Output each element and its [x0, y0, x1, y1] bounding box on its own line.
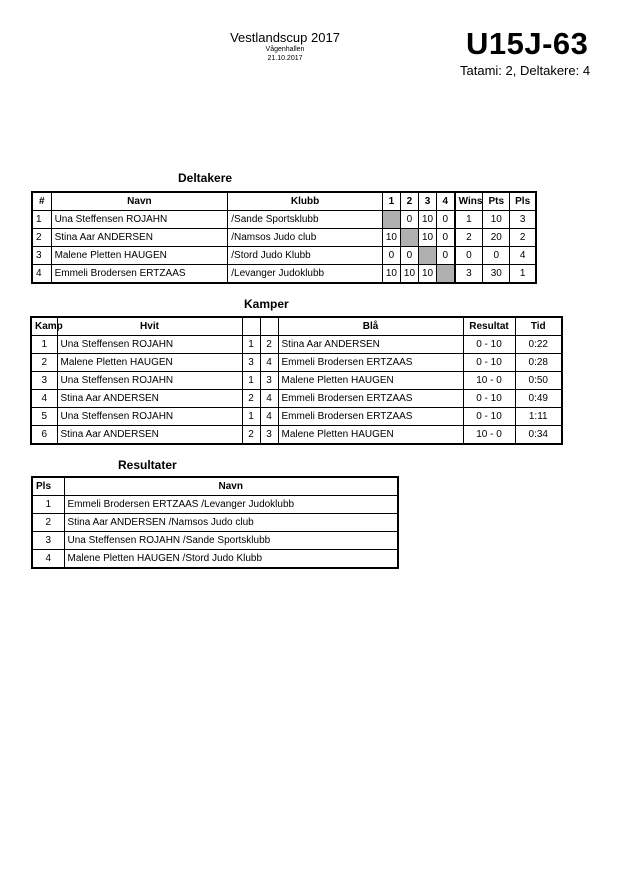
white-fighter: Stina Aar ANDERSEN [57, 390, 242, 408]
blue-fighter: Emmeli Brodersen ERTZAAS [278, 408, 463, 426]
blue-number: 4 [260, 354, 278, 372]
col-header [260, 317, 278, 336]
wins-cell: 1 [455, 211, 483, 229]
event-venue: Vågenhallen [265, 46, 305, 53]
match-time: 0:50 [515, 372, 562, 390]
points-cell: 10 [483, 211, 510, 229]
match-time: 1:11 [515, 408, 562, 426]
points-cell: 20 [483, 229, 510, 247]
blue-number: 3 [260, 426, 278, 445]
score-cell [418, 247, 436, 265]
match-result: 10 - 0 [463, 426, 515, 445]
table-row [32, 211, 536, 229]
match-time: 0:22 [515, 336, 562, 354]
blue-fighter: Malene Pletten HAUGEN [278, 372, 463, 390]
match-number: 1 [31, 336, 57, 354]
col-header: Klubb [228, 192, 383, 211]
score-cell: 10 [400, 265, 418, 284]
participant-club: /Namsos Judo club [228, 229, 383, 247]
col-header: Navn [64, 477, 398, 496]
deltakere-title: Deltakere [178, 171, 233, 185]
participant-name: Emmeli Brodersen ERTZAAS [51, 265, 228, 284]
col-header: Hvit [57, 317, 242, 336]
blue-number: 3 [260, 372, 278, 390]
white-fighter: Una Steffensen ROJAHN [57, 372, 242, 390]
match-time: 0:28 [515, 354, 562, 372]
col-header: Navn [51, 192, 228, 211]
score-cell: 0 [382, 247, 400, 265]
blue-fighter: Malene Pletten HAUGEN [278, 426, 463, 445]
col-header: Kamp [31, 317, 57, 336]
participant-number: 1 [32, 211, 51, 229]
resultater-table [31, 476, 399, 569]
col-header: 1 [382, 192, 400, 211]
score-cell: 10 [418, 265, 436, 284]
participant-number: 4 [32, 265, 51, 284]
white-number: 3 [242, 354, 260, 372]
score-cell [437, 265, 455, 284]
participant-name: Una Steffensen ROJAHN [51, 211, 228, 229]
placement-cell: 1 [510, 265, 536, 284]
event-date: 21.10.2017 [267, 55, 303, 62]
table-row [32, 532, 398, 550]
white-number: 1 [242, 336, 260, 354]
match-number: 4 [31, 390, 57, 408]
col-header [242, 317, 260, 336]
wins-cell: 0 [455, 247, 483, 265]
blue-number: 4 [260, 408, 278, 426]
score-cell [382, 211, 400, 229]
final-placement: 2 [32, 514, 64, 532]
blue-fighter: Stina Aar ANDERSEN [278, 336, 463, 354]
participant-club: /Stord Judo Klubb [228, 247, 383, 265]
match-result: 0 - 10 [463, 354, 515, 372]
table-row [32, 265, 536, 284]
event-title: Vestlandscup 2017 [230, 30, 340, 45]
col-header: Blå [278, 317, 463, 336]
participant-club: /Sande Sportsklubb [228, 211, 383, 229]
placement-cell: 2 [510, 229, 536, 247]
col-header: Pts [483, 192, 510, 211]
col-header: Pls [32, 477, 64, 496]
score-cell: 10 [418, 211, 436, 229]
table-row [31, 372, 562, 390]
blue-number: 4 [260, 390, 278, 408]
table-row [31, 426, 562, 445]
final-placement: 1 [32, 496, 64, 514]
match-number: 2 [31, 354, 57, 372]
final-placement: 3 [32, 532, 64, 550]
white-number: 2 [242, 426, 260, 445]
kamper-table [30, 316, 563, 445]
table-row [32, 550, 398, 569]
resultater-header-row [32, 477, 398, 496]
white-number: 2 [242, 390, 260, 408]
blue-fighter: Emmeli Brodersen ERTZAAS [278, 354, 463, 372]
kamper-title: Kamper [244, 297, 289, 311]
white-number: 1 [242, 372, 260, 390]
white-fighter: Una Steffensen ROJAHN [57, 336, 242, 354]
table-row [31, 390, 562, 408]
deltakere-table [31, 191, 537, 284]
table-row [32, 514, 398, 532]
resultater-title: Resultater [118, 458, 177, 472]
white-fighter: Malene Pletten HAUGEN [57, 354, 242, 372]
table-row [32, 247, 536, 265]
table-row [31, 336, 562, 354]
blue-number: 2 [260, 336, 278, 354]
score-cell: 10 [382, 229, 400, 247]
score-cell: 0 [437, 247, 455, 265]
points-cell: 30 [483, 265, 510, 284]
participant-name: Stina Aar ANDERSEN [51, 229, 228, 247]
score-cell: 10 [418, 229, 436, 247]
col-header: Tid [515, 317, 562, 336]
match-number: 6 [31, 426, 57, 445]
col-header: Resultat [463, 317, 515, 336]
col-header: Pls [510, 192, 536, 211]
blue-fighter: Emmeli Brodersen ERTZAAS [278, 390, 463, 408]
deltakere-header-row [32, 192, 536, 211]
participant-number: 2 [32, 229, 51, 247]
participant-number: 3 [32, 247, 51, 265]
final-placement: 4 [32, 550, 64, 569]
table-row [32, 229, 536, 247]
white-fighter: Stina Aar ANDERSEN [57, 426, 242, 445]
score-cell [400, 229, 418, 247]
match-time: 0:34 [515, 426, 562, 445]
col-header: 2 [400, 192, 418, 211]
placement-cell: 3 [510, 211, 536, 229]
match-result: 0 - 10 [463, 390, 515, 408]
table-row [31, 408, 562, 426]
table-row [31, 354, 562, 372]
category-title: U15J-63 [466, 26, 589, 61]
match-result: 0 - 10 [463, 408, 515, 426]
score-cell: 0 [400, 211, 418, 229]
match-number: 3 [31, 372, 57, 390]
final-name: Stina Aar ANDERSEN /Namsos Judo club [64, 514, 398, 532]
placement-cell: 4 [510, 247, 536, 265]
participant-club: /Levanger Judoklubb [228, 265, 383, 284]
match-time: 0:49 [515, 390, 562, 408]
wins-cell: 2 [455, 229, 483, 247]
match-result: 0 - 10 [463, 336, 515, 354]
col-header: Wins [455, 192, 483, 211]
score-cell: 0 [400, 247, 418, 265]
col-header: 3 [418, 192, 436, 211]
final-name: Emmeli Brodersen ERTZAAS /Levanger Judoklubb [64, 496, 398, 514]
col-header: 4 [437, 192, 455, 211]
score-cell: 0 [437, 211, 455, 229]
final-name: Malene Pletten HAUGEN /Stord Judo Klubb [64, 550, 398, 569]
col-header: # [32, 192, 51, 211]
points-cell: 0 [483, 247, 510, 265]
score-cell: 10 [382, 265, 400, 284]
match-result: 10 - 0 [463, 372, 515, 390]
final-name: Una Steffensen ROJAHN /Sande Sportsklubb [64, 532, 398, 550]
table-row [32, 496, 398, 514]
match-number: 5 [31, 408, 57, 426]
participant-name: Malene Pletten HAUGEN [51, 247, 228, 265]
kamper-header-row [31, 317, 562, 336]
tatami-info: Tatami: 2, Deltakere: 4 [460, 63, 591, 78]
score-cell: 0 [437, 229, 455, 247]
white-number: 1 [242, 408, 260, 426]
wins-cell: 3 [455, 265, 483, 284]
white-fighter: Una Steffensen ROJAHN [57, 408, 242, 426]
